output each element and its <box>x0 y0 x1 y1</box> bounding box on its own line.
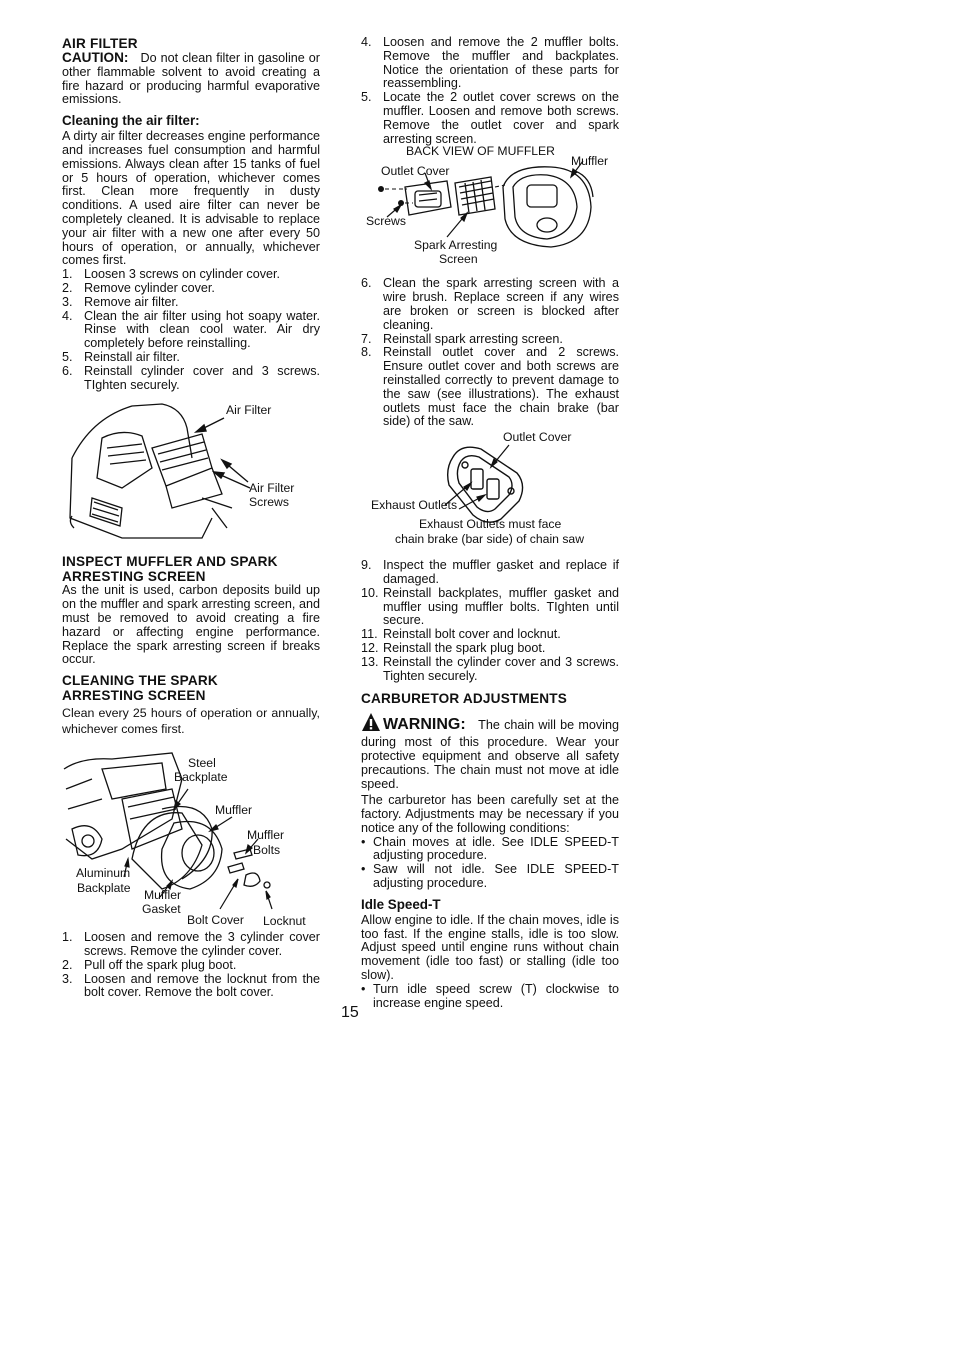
list-item: 13. Reinstall the cylinder cover and 3 screws. Tighten securely. <box>361 654 619 683</box>
muffler-steps-c <box>361 559 619 683</box>
list-item: • Turn idle speed screw (T) clockwise to increase engine speed. <box>361 983 619 1011</box>
inspect-muffler-heading-1: INSPECT MUFFLER AND SPARK <box>62 554 278 570</box>
muffler-bolts-label-2: Bolts <box>253 843 281 858</box>
list-item: 12. Reinstall the spark plug boot. <box>361 640 546 655</box>
bolt-cover-label: Bolt Cover <box>187 913 244 928</box>
back-view-title: BACK VIEW OF MUFFLER <box>406 144 555 159</box>
list-item: 3. Remove air filter. <box>62 294 179 309</box>
muffler-gasket-label-2: Gasket <box>142 902 181 917</box>
cleaning-spark-text: Clean every 25 hours of operation or annually, whichever comes first. <box>62 706 320 737</box>
inspect-muffler-heading-2: ARRESTING SCREEN <box>62 569 206 585</box>
outlet-cover-illustration <box>361 430 619 555</box>
muffler-steps-a <box>361 36 619 146</box>
exhaust-caption-1: Exhaust Outlets must face <box>419 517 562 532</box>
muffler-bolts-label-1: Muffler <box>247 828 285 843</box>
steel-backplate-label-2: Backplate <box>174 770 228 785</box>
cleaning-spark-heading-2: ARRESTING SCREEN <box>62 688 206 704</box>
idle-speed-list <box>361 983 619 1011</box>
outlet-cover-label: Outlet Cover <box>503 430 572 445</box>
page-number: 15 <box>341 1004 359 1021</box>
muffler-exploded-illustration <box>62 749 320 927</box>
muffler-label: Muffler <box>215 803 253 818</box>
list-item: 1. Loosen 3 screws on cylinder cover. <box>62 267 281 282</box>
list-item: • Chain moves at idle. See IDLE SPEED-T adjusting procedure. <box>361 836 619 864</box>
cleaning-air-filter-heading: Cleaning the air filter: <box>62 113 200 129</box>
aluminum-backplate-label-1: Aluminum <box>76 866 131 881</box>
conditions-list <box>361 836 619 891</box>
list-item: 10. Reinstall backplates, muffler gasket and muffler using muffler bolts. TIghten until secure. <box>361 585 619 628</box>
list-item: 9. Inspect the muffler gasket and replace if damaged. <box>361 558 619 586</box>
aluminum-backplate-label-2: Backplate <box>77 881 131 896</box>
idle-speed-heading: Idle Speed-T <box>361 896 441 912</box>
cleaning-air-filter-text: A dirty air filter decreases engine performance and increases fuel consumption and harmful emissions. Always clean after 15 tanks of fuel or 5 hours of operation, whichever comes first. Clean more frequently in dusty conditions. A used aire filter can never be completely cleaned. It is advisable to replace your air filter with a new one after every 50 hours of operation, or annually, whichever comes first. <box>62 129 320 268</box>
idle-speed-text: Allow engine to idle. If the chain moves, idle is too fast. If the engine stalls, idle is too slow. Adjust speed until engine runs without chain movement (idle too fast) or stalling (idle too slow). <box>361 912 619 983</box>
exhaust-outlets-label: Exhaust Outlets <box>371 498 458 513</box>
outlet-cover-label: Outlet Cover <box>381 164 450 179</box>
warning-label: WARNING: <box>383 716 466 734</box>
caution-paragraph <box>62 51 320 107</box>
air-filter-illustration <box>62 398 320 544</box>
muffler-steps-b <box>361 277 619 429</box>
air-filter-label: Air Filter <box>226 403 272 418</box>
list-item: 4. Clean the air filter using hot soapy water. Rinse with clean cool water. Air dry completely before reinstalling. <box>62 308 320 351</box>
list-item: 11. Reinstall bolt cover and locknut. <box>361 627 561 642</box>
air-filter-steps <box>62 268 320 392</box>
cleaning-spark-heading-1: CLEANING THE SPARK <box>62 673 218 689</box>
muffler-gasket-label-1: Muffler <box>144 888 182 903</box>
muffler-label: Muffler <box>571 154 609 169</box>
carburetor-heading: CARBURETOR ADJUSTMENTS <box>361 691 568 707</box>
spark-arresting-label-1: Spark Arresting <box>414 238 498 253</box>
locknut-label: Locknut <box>263 914 306 929</box>
back-view-muffler-illustration <box>361 144 619 269</box>
list-item: 7. Reinstall spark arresting screen. <box>361 331 563 346</box>
list-item: 5. Locate the 2 outlet cover screws on the muffler. Loosen and remove both screws. Remove the outlet cover and spark arresting screen. <box>361 90 619 146</box>
exhaust-caption-2: chain brake (bar side) of chain saw <box>395 532 585 547</box>
screws-label: Screws <box>366 214 406 229</box>
right-column <box>361 36 619 1010</box>
list-item: • Saw will not idle. See IDLE SPEED-T adjusting procedure. <box>361 863 619 891</box>
inspect-muffler-text: As the unit is used, carbon deposits build up on the muffler and spark arresting screen, and must be removed to avoid creating a fire hazard or affecting engine performance. Replace the spark arresting screen if breaks occur. <box>62 583 320 667</box>
left-column <box>62 36 320 1000</box>
muffler-removal-steps <box>62 931 320 1000</box>
list-item: 4. Loosen and remove the 2 muffler bolts. Remove the muffler and backplates. Notice the orientation of these parts for reassembling. <box>361 35 619 91</box>
warning-icon <box>361 712 381 736</box>
list-item: 3. Loosen and remove the locknut from the bolt cover. Remove the bolt cover. <box>62 971 320 1000</box>
air-filter-screws-label-2: Screws <box>249 495 289 510</box>
list-item: 6. Clean the spark arresting screen with a wire brush. Replace screen if any wires are broken or screen is blocked after cleaning. <box>361 276 619 332</box>
list-item: 2. Remove cylinder cover. <box>62 280 215 295</box>
caution-text: Do not clean filter in gasoline or other flammable solvent to avoid creating a fire hazard or producing harmful evaporative emissions. <box>62 51 320 107</box>
carburetor-text: The carburetor has been carefully set at the factory. Adjustments may be necessary if you notice any of the following conditions: <box>361 793 619 835</box>
list-item: 2. Pull off the spark plug boot. <box>62 957 237 972</box>
air-filter-heading: AIR FILTER <box>62 36 138 51</box>
steel-backplate-label-1: Steel <box>188 756 216 771</box>
warning-paragraph <box>361 712 619 791</box>
list-item: 5. Reinstall air filter. <box>62 349 180 364</box>
list-item: 6. Reinstall cylinder cover and 3 screws. TIghten securely. <box>62 363 320 392</box>
warning-text: The chain will be moving during most of this procedure. Wear your protective equipment and observe all safety precautions. The chain must not move at idle speed. <box>361 718 619 791</box>
spark-arresting-label-2: Screen <box>439 252 478 267</box>
caution-label: CAUTION: <box>62 50 129 65</box>
air-filter-drawing <box>62 398 320 544</box>
list-item: 8. Reinstall outlet cover and 2 screws. Ensure outlet cover and both screws are reinstalled correctly to prevent damage to the saw (see illustrations). The exhaust outlets must face the chain brake (bar side) of the saw. <box>361 345 619 429</box>
list-item: 1. Loosen and remove the 3 cylinder cover screws. Remove the cylinder cover. <box>62 930 320 958</box>
air-filter-screws-label-1: Air Filter <box>249 481 295 496</box>
